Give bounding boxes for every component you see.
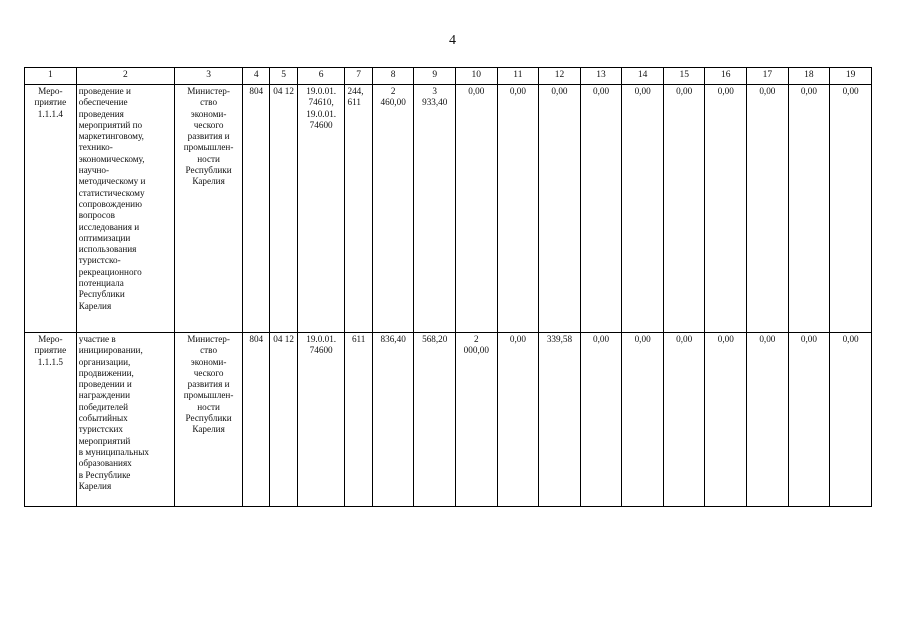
amount-cell: 836,40 — [372, 333, 414, 507]
expense-type-cell: 244, 611 — [345, 85, 372, 333]
amount-cell: 0,00 — [830, 333, 872, 507]
amount-cell: 0,00 — [622, 85, 664, 333]
amount-cell: 3 933,40 — [414, 85, 456, 333]
section-code-cell: 04 12 — [270, 85, 297, 333]
amount-cell: 0,00 — [580, 333, 622, 507]
amount-cell: 0,00 — [456, 85, 498, 333]
header-cell: 9 — [414, 68, 456, 85]
header-cell: 19 — [830, 68, 872, 85]
grbs-code-cell: 804 — [243, 333, 270, 507]
amount-cell: 568,20 — [414, 333, 456, 507]
header-cell: 6 — [297, 68, 345, 85]
header-cell: 5 — [270, 68, 297, 85]
header-cell: 10 — [456, 68, 498, 85]
amount-cell: 2 000,00 — [456, 333, 498, 507]
page-number: 4 — [449, 33, 456, 48]
header-cell: 2 — [76, 68, 174, 85]
header-cell: 7 — [345, 68, 372, 85]
header-cell: 15 — [663, 68, 705, 85]
amount-cell: 0,00 — [497, 333, 539, 507]
header-cell: 11 — [497, 68, 539, 85]
activity-code-cell: Меро- приятие 1.1.1.5 — [25, 333, 77, 507]
amount-cell: 0,00 — [580, 85, 622, 333]
header-cell: 3 — [175, 68, 243, 85]
header-cell: 8 — [372, 68, 414, 85]
header-cell: 1 — [25, 68, 77, 85]
amount-cell: 2 460,00 — [372, 85, 414, 333]
amount-cell: 0,00 — [747, 85, 789, 333]
amount-cell: 0,00 — [663, 85, 705, 333]
activity-code-cell: Меро- приятие 1.1.1.4 — [25, 85, 77, 333]
header-cell: 12 — [539, 68, 581, 85]
responsible-executor-cell: Министер- ство экономи- ческого развития и промышлен- ности Республики Карелия — [175, 85, 243, 333]
responsible-executor-cell: Министер- ство экономи- ческого развития и промышлен- ности Республики Карелия — [175, 333, 243, 507]
header-cell: 4 — [243, 68, 270, 85]
activity-description-cell: участие в инициировании, организации, продвижении, проведении и награждении победителей событийных туристских мероприятий в муниципальных образованиях в Республике Карелия — [76, 333, 174, 507]
expense-type-cell: 611 — [345, 333, 372, 507]
budget-table — [24, 67, 872, 507]
header-cell: 18 — [788, 68, 830, 85]
amount-cell: 0,00 — [705, 85, 747, 333]
amount-cell: 0,00 — [705, 333, 747, 507]
amount-cell: 339,58 — [539, 333, 581, 507]
amount-cell: 0,00 — [747, 333, 789, 507]
amount-cell: 0,00 — [788, 333, 830, 507]
column-number-row — [25, 68, 872, 85]
amount-cell: 0,00 — [497, 85, 539, 333]
target-article-cell: 19.0.01. 74610, 19.0.01. 74600 — [297, 85, 345, 333]
grbs-code-cell: 804 — [243, 85, 270, 333]
amount-cell: 0,00 — [622, 333, 664, 507]
amount-cell: 0,00 — [663, 333, 705, 507]
target-article-cell: 19.0.01. 74600 — [297, 333, 345, 507]
amount-cell: 0,00 — [788, 85, 830, 333]
section-code-cell: 04 12 — [270, 333, 297, 507]
table-row — [25, 333, 872, 507]
header-cell: 16 — [705, 68, 747, 85]
header-cell: 17 — [747, 68, 789, 85]
table-row — [25, 85, 872, 333]
header-cell: 14 — [622, 68, 664, 85]
amount-cell: 0,00 — [830, 85, 872, 333]
amount-cell: 0,00 — [539, 85, 581, 333]
activity-description-cell: проведение и обеспечение проведения мероприятий по маркетинговому, технико- экономическому, научно- методическому и статистическому сопровождению вопросов исследования и оптимизации использования туристско- рекреационного потенциала Республики Карелия — [76, 85, 174, 333]
header-cell: 13 — [580, 68, 622, 85]
